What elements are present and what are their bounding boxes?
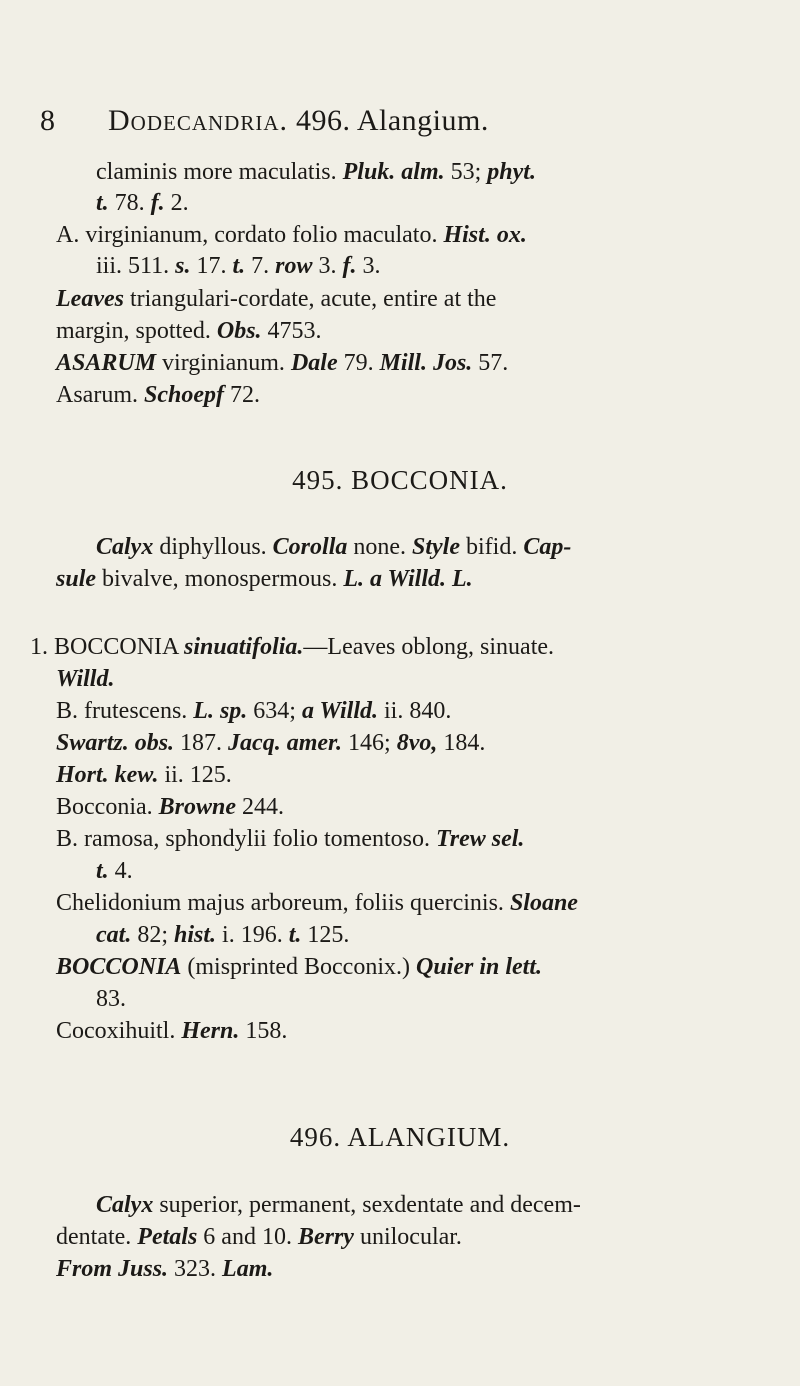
section-heading: 495. BOCCONIA. [292, 465, 508, 495]
page-number: 8 [40, 104, 56, 137]
text-line: Hort. kew. ii. 125. [56, 762, 232, 788]
text-line: Leaves triangulari-cordate, acute, entire at the [56, 286, 497, 312]
text-line: Chelidonium majus arboreum, foliis quercinis. Sloane [56, 890, 578, 916]
text-line: Bocconia. Browne 244. [56, 794, 284, 820]
text-line: A. virginianum, cordato folio maculato. Hist. ox. [56, 222, 527, 248]
text-line: dentate. Petals 6 and 10. Berry unilocular. [56, 1224, 462, 1250]
text-line: margin, spotted. Obs. 4753. [56, 318, 322, 344]
text-line: Calyx superior, permanent, sexdentate and decem- [96, 1192, 581, 1218]
text-line: From Juss. 323. Lam. [56, 1256, 274, 1282]
text-line: cat. 82; hist. i. 196. t. 125. [96, 922, 350, 948]
text-line: t. 4. [96, 858, 133, 884]
text-line: B. ramosa, sphondylii folio tomentoso. Trew sel. [56, 826, 525, 852]
text-line: 1. BOCCONIA sinuatifolia.—Leaves oblong, sinuate. [30, 634, 555, 660]
text-line: BOCCONIA (misprinted Bocconix.) Quier in lett. [56, 954, 543, 980]
text-line: Calyx diphyllous. Corolla none. Style bifid. Cap- [96, 534, 572, 560]
text-line: ASARUM virginianum. Dale 79. Mill. Jos. 57. [56, 350, 509, 376]
running-title: 496. Alangium. [296, 104, 489, 137]
text-line: 83. [96, 986, 126, 1012]
text-line: sule bivalve, monospermous. L. a Willd. L. [56, 566, 473, 592]
class-name: Dodecandria. [108, 104, 288, 137]
text-line: t. 78. f. 2. [96, 190, 189, 216]
text-line: Asarum. Schoepf 72. [56, 382, 260, 408]
page-header [40, 104, 489, 138]
text-line: Cocoxihuitl. Hern. 158. [56, 1018, 288, 1044]
text-line: iii. 511. s. 17. t. 7. row 3. f. 3. [96, 253, 381, 279]
text-line: B. frutescens. L. sp. 634; a Willd. ii. 840. [56, 698, 452, 724]
text-line: Willd. [56, 666, 115, 692]
text-line: Swartz. obs. 187. Jacq. amer. 146; 8vo, 184. [56, 730, 486, 756]
text-line: claminis more maculatis. Pluk. alm. 53; phyt. [96, 159, 536, 185]
section-heading: 496. ALANGIUM. [289, 1122, 511, 1152]
